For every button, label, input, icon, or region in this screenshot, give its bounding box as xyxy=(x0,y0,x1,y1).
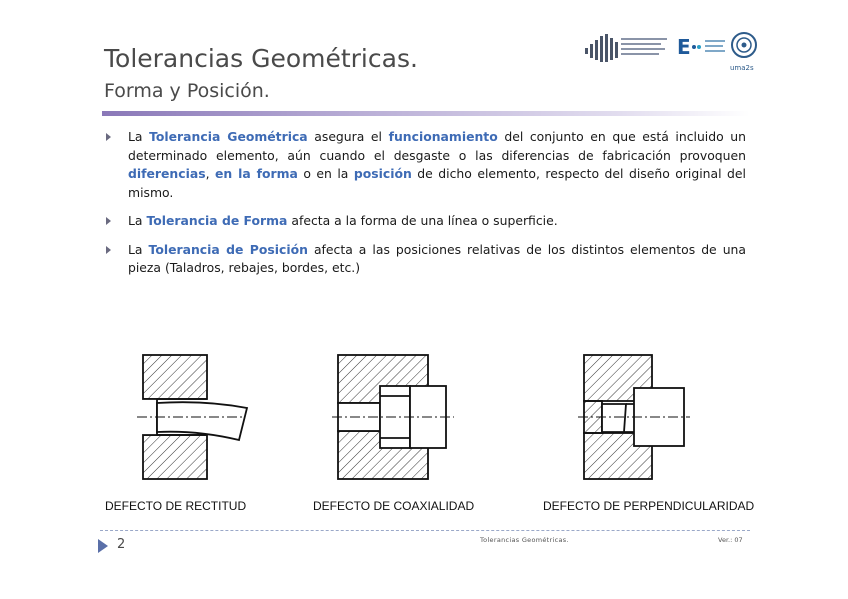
seal-logo xyxy=(728,30,762,74)
perpendicularity-defect-diagram xyxy=(576,352,696,482)
perpendicularidad-caption: DEFECTO DE PERPENDICULARIDAD xyxy=(543,499,755,513)
bullet-list xyxy=(106,128,746,288)
bullet-item: La Tolerancia de Posición afecta a las posiciones relativas de los distintos elementos de una pieza (Taladros, rebajes, bordes, etc.) xyxy=(106,241,746,278)
title-underline xyxy=(102,111,750,116)
straightness-defect-diagram xyxy=(135,352,255,482)
coaxiality-defect-diagram xyxy=(330,352,460,482)
rectitud-caption: DEFECTO DE RECTITUD xyxy=(105,499,247,513)
bullet-item: La Tolerancia Geométrica asegura el funcionamiento del conjunto en que está incluido un determinado elemento, aún cuando el desgaste o las diferencias de fabricación provoquen diferencias, en la forma o en la posición de dicho elemento, respecto del diseño original del mismo. xyxy=(106,128,746,202)
bullet-arrow-icon xyxy=(106,133,111,141)
slide-title: Tolerancias Geométricas. xyxy=(104,44,418,73)
bullet-item: La Tolerancia de Forma afecta a la forma de una línea o superficie. xyxy=(106,212,746,231)
university-logo xyxy=(585,30,675,64)
footer-title: Tolerancias Geométricas. xyxy=(480,536,569,544)
school-logo xyxy=(677,30,729,64)
svg-text:uma2s: uma2s xyxy=(730,64,754,72)
page-number: 2 xyxy=(117,537,126,552)
footer-divider xyxy=(100,530,750,531)
slide-subtitle: Forma y Posición. xyxy=(104,80,270,102)
bullet-arrow-icon xyxy=(106,246,111,254)
page-marker-icon xyxy=(98,539,108,553)
coaxialidad-caption: DEFECTO DE COAXIALIDAD xyxy=(313,499,475,513)
svg-text:E: E xyxy=(677,35,691,59)
bullet-arrow-icon xyxy=(106,217,111,225)
footer-version: Ver.: 07 xyxy=(718,536,743,544)
